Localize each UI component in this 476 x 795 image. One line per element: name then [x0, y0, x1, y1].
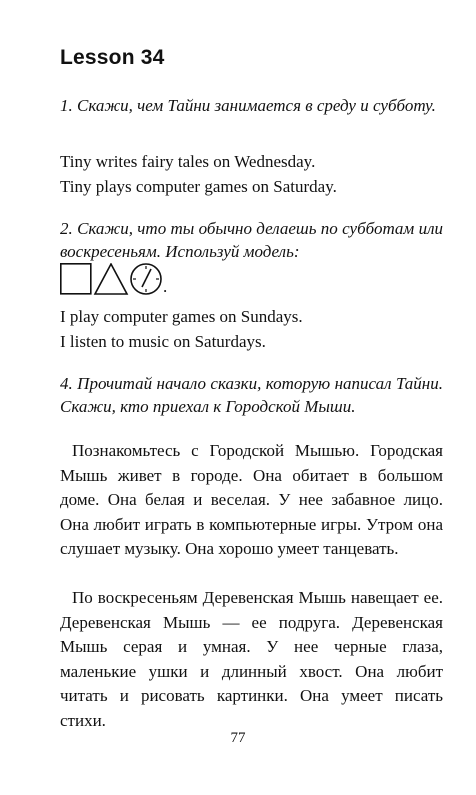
task-1-instruction: 1. Скажи, чем Тайни занимается в среду и субботу. — [60, 96, 436, 115]
lesson-title: Lesson 34 — [60, 46, 165, 69]
square-icon — [61, 264, 91, 294]
task-4-instruction: 4. Прочитай начало сказки, которую написал Тайни. Скажи, кто приехал к Городской Мыши. — [60, 374, 443, 416]
task-2-instruction: 2. Скажи, что ты обычно делаешь по субботам или воскресеньям. Используй модель: — [60, 219, 443, 261]
page-number: 77 — [230, 730, 246, 746]
task-2-line-2: I listen to music on Saturdays. — [60, 332, 266, 351]
task-2-line-1: I play computer games on Sundays. — [60, 307, 303, 326]
task-1-line-1: Tiny writes fairy tales on Wednesday. — [60, 152, 316, 171]
model-end: . — [163, 277, 168, 296]
clock-icon — [131, 264, 161, 294]
story-paragraph-2: По воскресеньям Деревенская Мышь навещает ее. Деревенская Мышь — ее подруга. Деревенская Мышь серая и умная. У нее черные глаза, маленькие ушки и длинный хвост. Она любит читать и рисовать картинки. Она умеет писать стихи. — [60, 588, 443, 730]
story-paragraph-1: Познакомьтесь с Городской Мышью. Городская Мышь живет в городе. Она обитает в большом доме. Она белая и веселая. У нее забавное лицо. Она любит играть в компьютерные игры. Утром она слушает музыку. Она хорошо умеет танцевать. — [60, 441, 443, 558]
triangle-icon — [95, 264, 127, 294]
task-1-line-2: Tiny plays computer games on Saturday. — [60, 177, 337, 196]
model-icons — [60, 263, 180, 302]
